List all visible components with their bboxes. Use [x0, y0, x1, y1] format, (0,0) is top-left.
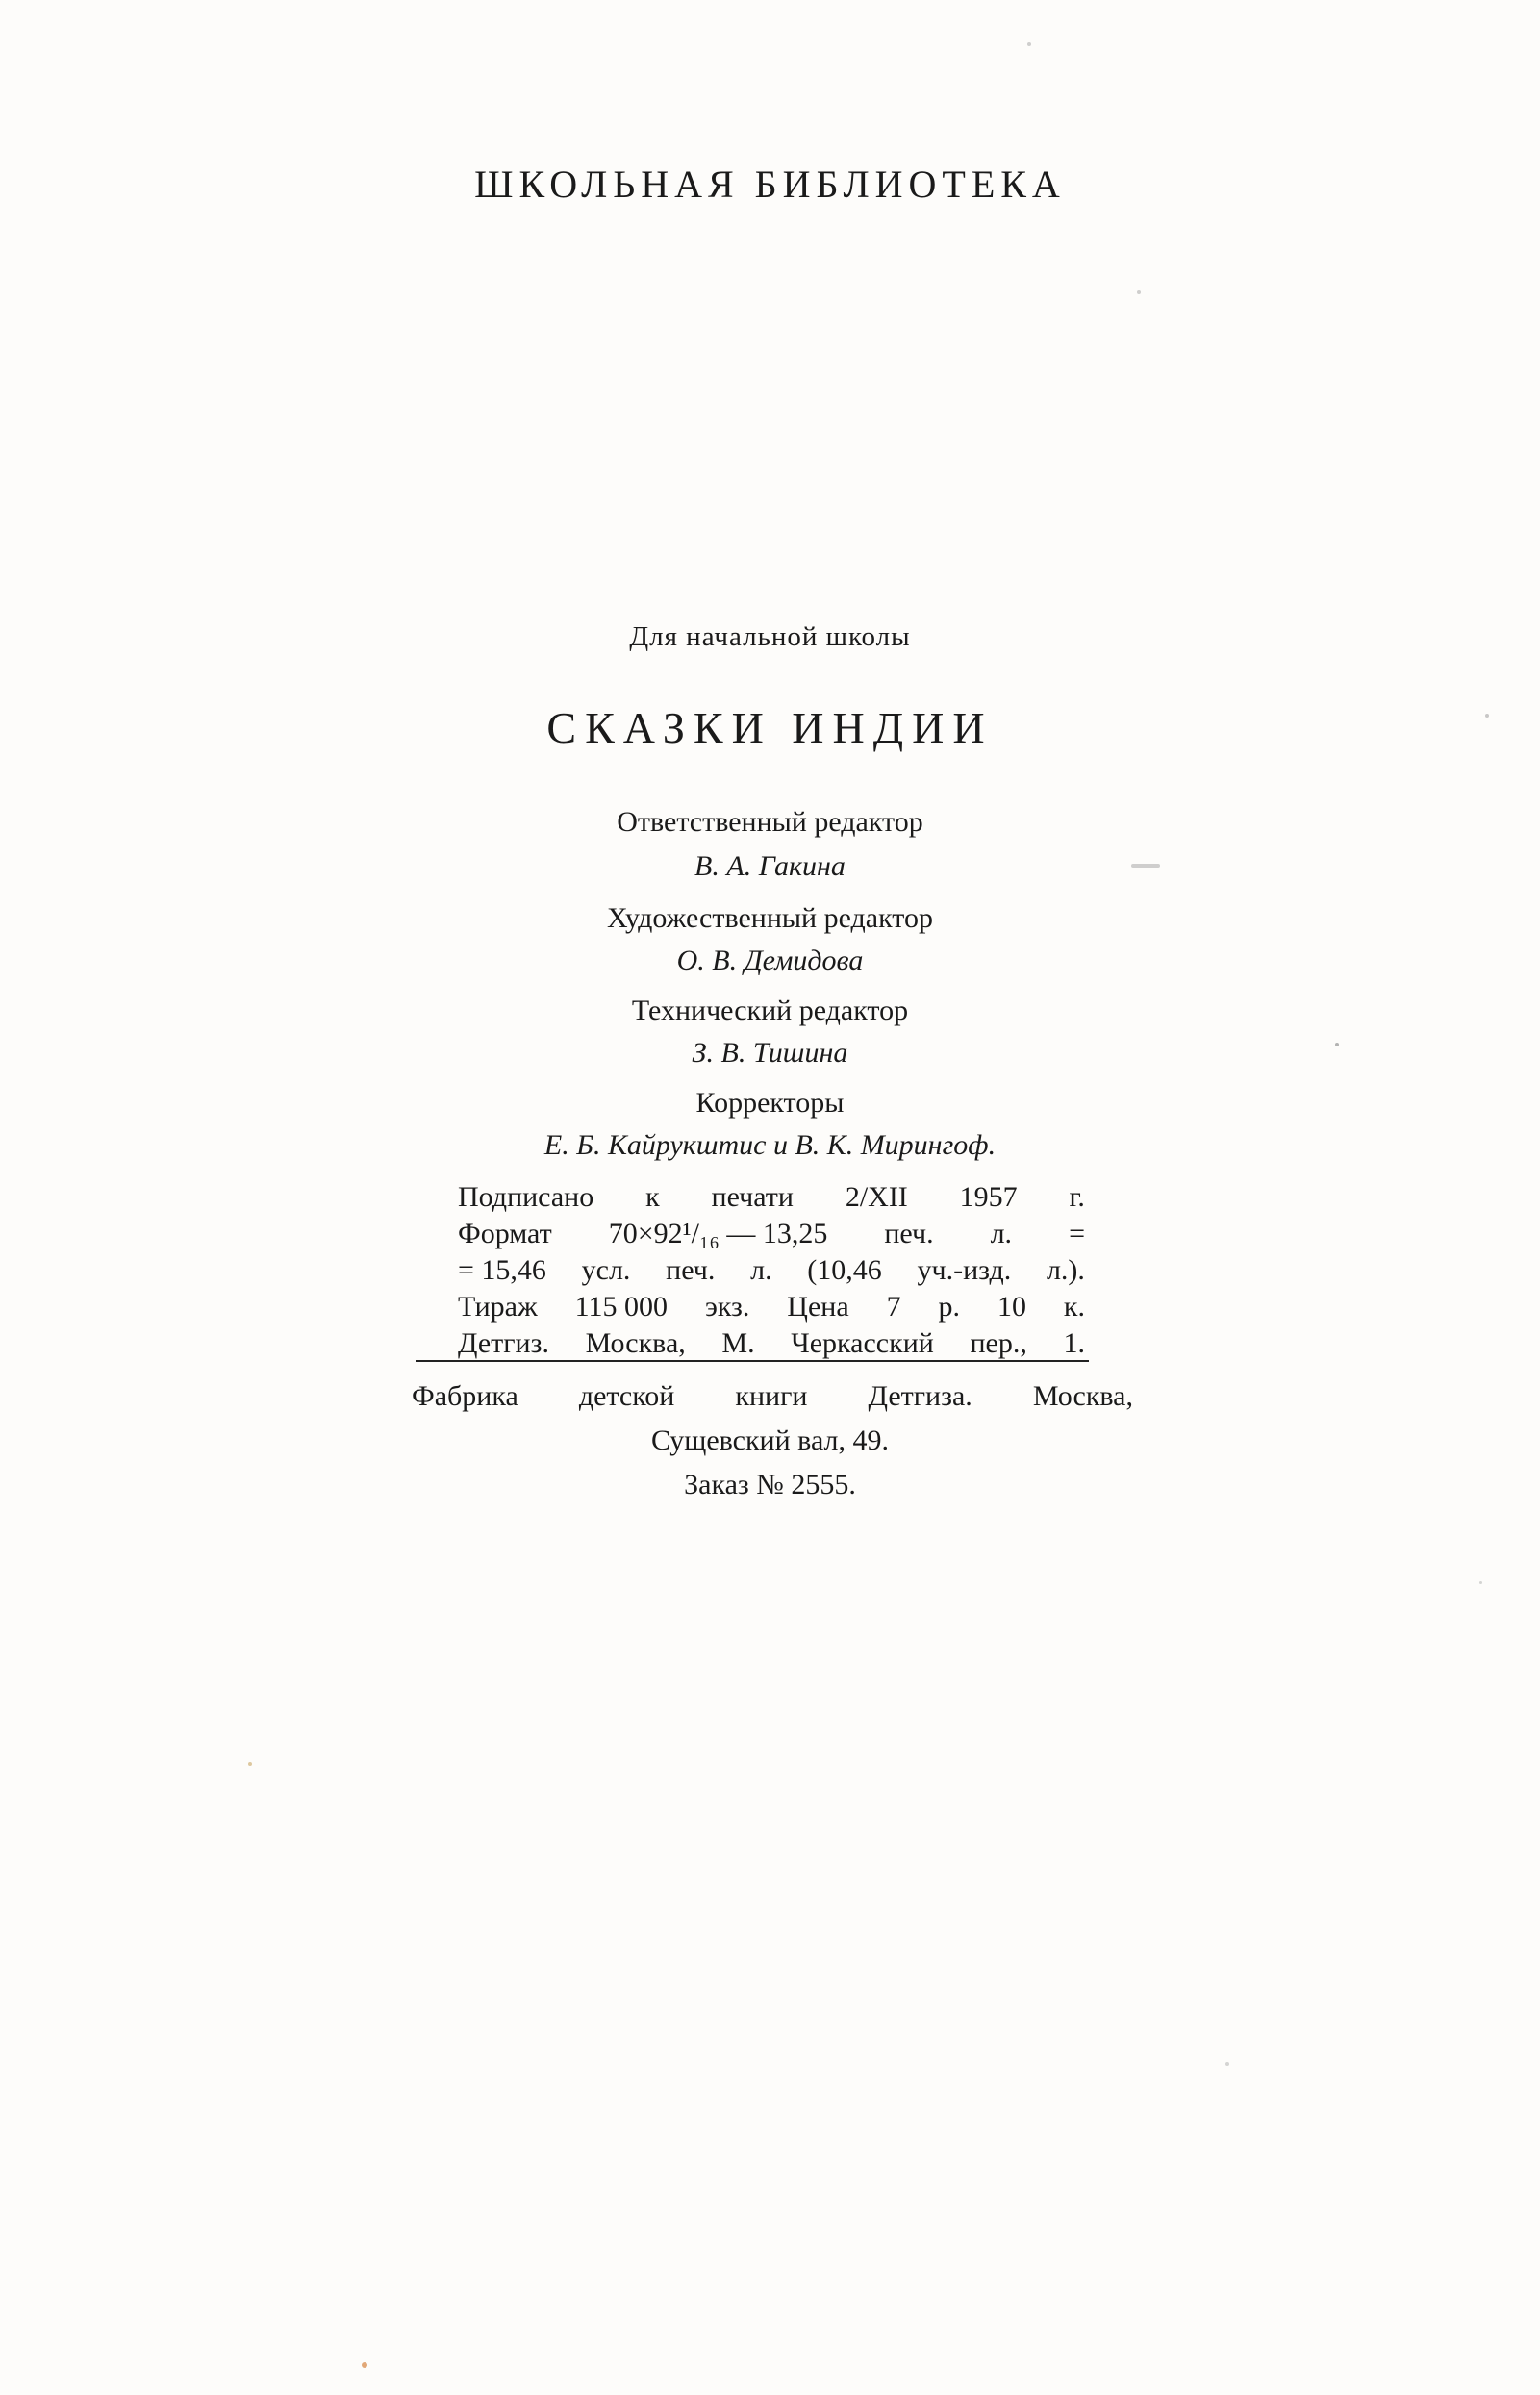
credit-name-responsible-editor: В. А. Гакина: [694, 850, 846, 882]
printer-line-address: Сущевский вал, 49.: [651, 1424, 889, 1456]
printer-word: детской: [578, 1380, 675, 1412]
pubinfo-word: Цена: [787, 1291, 849, 1323]
pubinfo-word: 70×92¹/₁₆ — 13,25: [608, 1218, 828, 1249]
pubinfo-word: = 15,46: [458, 1254, 546, 1286]
pubinfo-word: Москва,: [585, 1327, 686, 1359]
pubinfo-word: 10: [997, 1291, 1026, 1323]
credit-role-art-editor: Художественный редактор: [607, 902, 933, 934]
pubinfo-word: 7: [886, 1291, 901, 1323]
pubinfo-line-format: [458, 1216, 1085, 1252]
printer-word: Детгиза.: [868, 1380, 972, 1412]
pubinfo-word: пер.,: [970, 1327, 1027, 1359]
pubinfo-word: =: [1069, 1218, 1085, 1249]
pubinfo-word: Тираж: [458, 1291, 538, 1323]
pubinfo-word: печ.: [666, 1254, 716, 1286]
paper-speck: [248, 1762, 252, 1766]
printer-word: Москва,: [1032, 1380, 1133, 1412]
pubinfo-word: Детгиз.: [458, 1327, 549, 1359]
paper-speck: [1137, 290, 1141, 294]
pubinfo-word: к: [645, 1181, 660, 1213]
paper-speck: [1225, 2062, 1229, 2066]
pubinfo-word: 1957: [959, 1181, 1018, 1213]
book-title: СКАЗКИ ИНДИИ: [546, 703, 994, 752]
pubinfo-word: экз.: [704, 1291, 750, 1323]
pubinfo-word: 2/XII: [845, 1181, 908, 1213]
credit-role-responsible-editor: Ответственный редактор: [617, 806, 923, 838]
pubinfo-word: Формат: [458, 1218, 552, 1249]
pubinfo-word: г.: [1069, 1181, 1085, 1213]
pubinfo-word: уч.-изд.: [917, 1254, 1012, 1286]
pubinfo-word: Подписано: [458, 1181, 594, 1213]
divider-rule: [416, 1360, 1089, 1362]
paper-speck: [1335, 1043, 1339, 1046]
printer-word: Фабрика: [412, 1380, 518, 1412]
pubinfo-word: усл.: [581, 1254, 631, 1286]
pubinfo-word: 1.: [1063, 1327, 1085, 1359]
pubinfo-line-signed: [458, 1179, 1085, 1216]
pubinfo-word: (10,46: [807, 1254, 882, 1286]
pubinfo-word: л.: [750, 1254, 772, 1286]
printer-line-factory: [412, 1380, 1133, 1413]
paper-speck: [1131, 864, 1160, 868]
credit-name-art-editor: О. В. Демидова: [676, 945, 864, 976]
pubinfo-line-publisher: [458, 1325, 1085, 1362]
pubinfo-word: Черкасский: [791, 1327, 934, 1359]
pubinfo-word: 115 000: [574, 1291, 669, 1323]
pubinfo-word: р.: [938, 1291, 961, 1323]
pubinfo-word: л.).: [1046, 1254, 1085, 1286]
paper-speck: [1027, 42, 1031, 46]
credit-name-technical-editor: З. В. Тишина: [692, 1037, 848, 1069]
printer-line-order: Заказ № 2555.: [684, 1469, 856, 1500]
printer-word: книги: [735, 1380, 808, 1412]
pubinfo-line-sheets: [458, 1252, 1085, 1289]
pubinfo-word: л.: [990, 1218, 1013, 1249]
series-title: ШКОЛЬНАЯ БИБЛИОТЕКА: [474, 163, 1066, 206]
pubinfo-word: к.: [1063, 1291, 1085, 1323]
paper-speck: [1485, 714, 1489, 718]
credit-role-technical-editor: Технический редактор: [631, 995, 909, 1026]
audience-label: Для начальной школы: [629, 621, 911, 652]
pubinfo-word: печати: [711, 1181, 794, 1213]
paper-speck: [362, 2362, 367, 2368]
publication-info: [458, 1179, 1085, 1362]
paper-speck: [1479, 1581, 1482, 1584]
credit-name-proofreaders: Е. Б. Кайрукштис и В. К. Мирингоф.: [543, 1129, 997, 1161]
pubinfo-word: М.: [721, 1327, 755, 1359]
credit-role-proofreaders: Корректоры: [695, 1087, 845, 1119]
pubinfo-line-print-run: [458, 1289, 1085, 1325]
pubinfo-word: печ.: [884, 1218, 934, 1249]
